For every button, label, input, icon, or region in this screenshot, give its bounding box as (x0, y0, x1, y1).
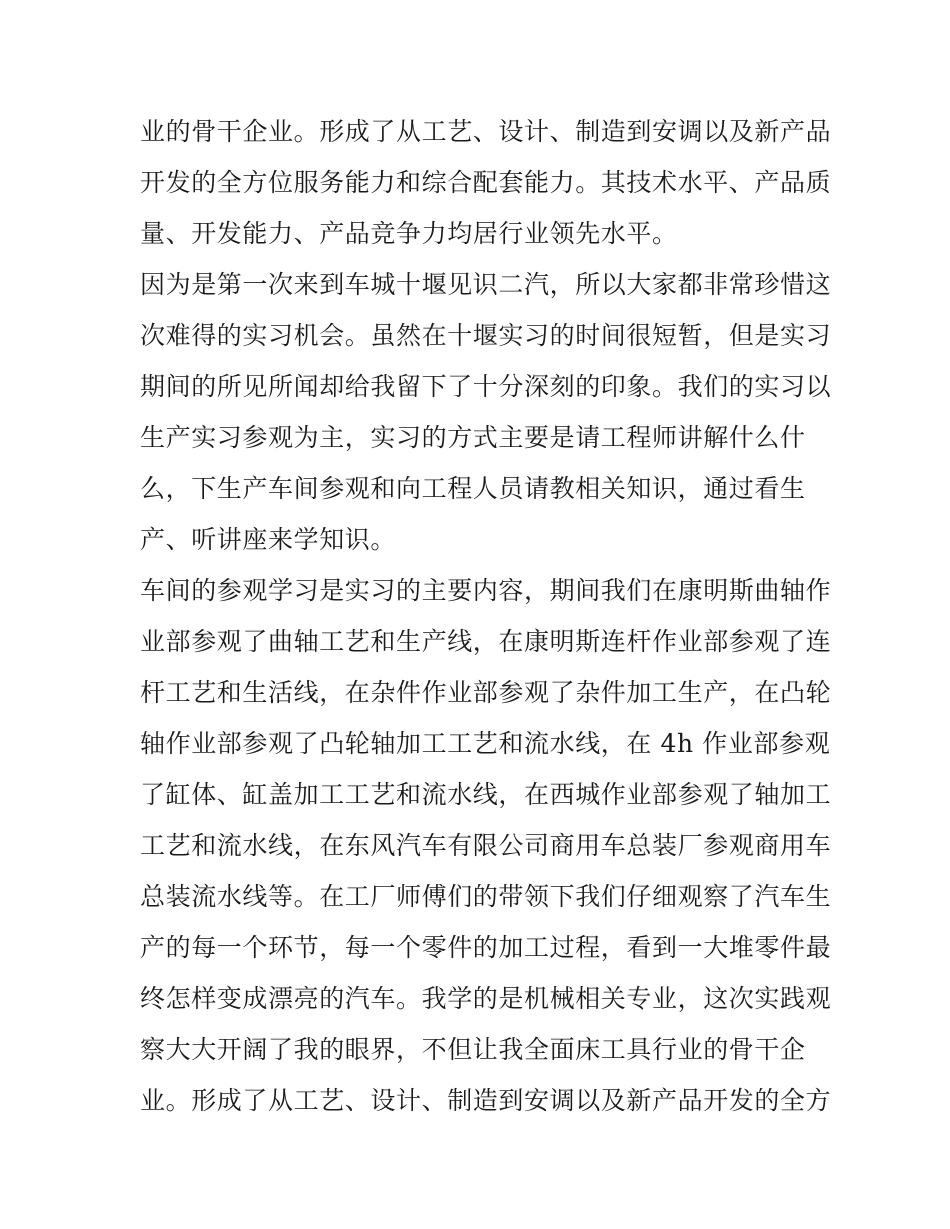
text-line: 量、开发能力、产品竞争力均居行业领先水平。 (140, 219, 678, 248)
text-line: 业的骨干企业。形成了从工艺、设计、制造到安调以及新产品 (140, 117, 832, 146)
text-line: 终怎样变成漂亮的汽车。我学的是机械相关专业，这次实践观 (140, 984, 832, 1013)
text-line: 期间的所见所闻却给我留下了十分深刻的印象。我们的实习以 (140, 372, 832, 401)
text-line: 产、听讲座来学知识。 (140, 525, 397, 554)
text-line: 业部参观了曲轴工艺和生产线，在康明斯连杆作业部参观了连 (140, 627, 832, 656)
text-line: 次难得的实习机会。虽然在十堰实习的时间很短暂，但是实习 (140, 321, 832, 350)
text-line: 开发的全方位服务能力和综合配套能力。其技术水平、产品质 (140, 168, 832, 197)
text-line: 工艺和流水线，在东风汽车有限公司商用车总装厂参观商用车 (140, 831, 832, 860)
text-line: 轴作业部参观了凸轮轴加工工艺和流水线，在 4h 作业部参观 (140, 729, 831, 758)
text-line: 因为是第一次来到车城十堰见识二汽，所以大家都非常珍惜这 (140, 270, 832, 299)
text-line: 车间的参观学习是实习的主要内容，期间我们在康明斯曲轴作 (140, 576, 832, 605)
text-line: 么，下生产车间参观和向工程人员请教相关知识，通过看生 (140, 474, 806, 503)
body-text (140, 106, 832, 1126)
text-line: 产的每一个环节，每一个零件的加工过程，看到一大堆零件最 (140, 933, 832, 962)
text-line: 总装流水线等。在工厂师傅们的带领下我们仔细观察了汽车生 (140, 882, 832, 911)
text-line: 察大大开阔了我的眼界，不但让我全面床工具行业的骨干企 (140, 1035, 806, 1064)
text-line: 了缸体、缸盖加工工艺和流水线，在西城作业部参观了轴加工 (140, 780, 832, 809)
text-line: 业。形成了从工艺、设计、制造到安调以及新产品开发的全方 (140, 1086, 832, 1115)
text-line: 生产实习参观为主，实习的方式主要是请工程师讲解什么什 (140, 423, 806, 452)
text-line: 杆工艺和生活线，在杂件作业部参观了杂件加工生产，在凸轮 (140, 678, 832, 707)
